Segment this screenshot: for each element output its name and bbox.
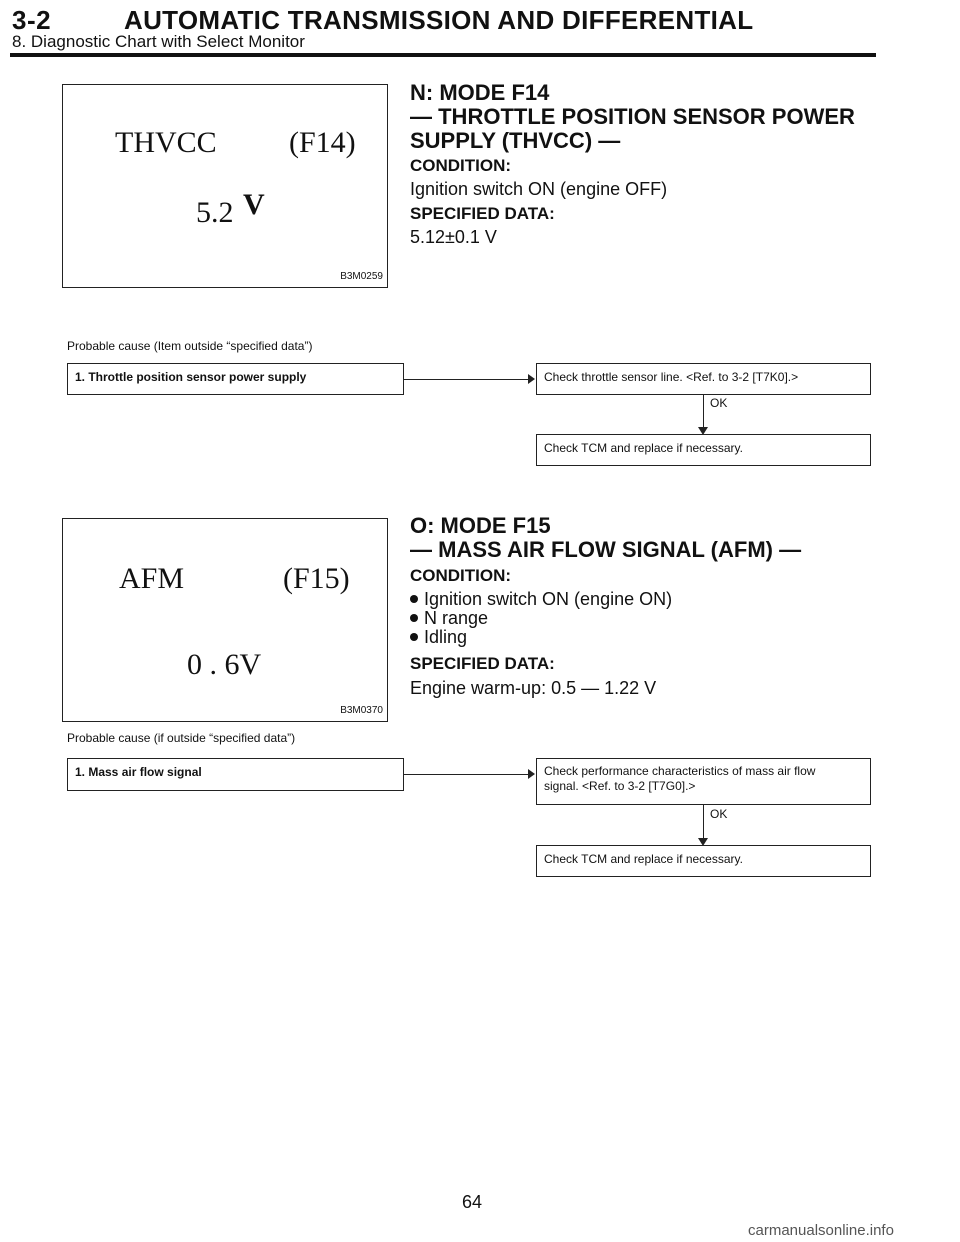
screen-value: 0 . 6V [187,648,262,681]
mode-heading-line3: SUPPLY (THVCC) — [410,128,621,153]
check-line-1: Check performance characteristics of mass air flow [544,764,816,778]
connector-line [404,774,528,775]
page-number: 64 [462,1192,483,1212]
specified-label: SPECIFIED DATA: [410,654,555,673]
mode-heading-line2: — THROTTLE POSITION SENSOR POWER [410,104,855,129]
screen-unit: V [243,188,265,221]
ok-label: OK [710,807,728,821]
screen-mode: (F14) [289,126,356,159]
watermark: carmanualsonline.info [748,1222,894,1239]
specified-value: Engine warm-up: 0.5 — 1.22 V [410,678,657,698]
chapter-subtitle: 8. Diagnostic Chart with Select Monitor [12,32,305,51]
condition-label: CONDITION: [410,156,512,175]
mode-heading-line2: — MASS AIR FLOW SIGNAL (AFM) — [410,537,802,562]
check-box-1: Check throttle sensor line. <Ref. to 3-2 [T7K0].> [536,363,871,395]
connector-line-down [703,395,704,428]
condition-bullet-3: Idling [410,626,467,648]
header-rule [10,53,876,57]
screen-mode: (F15) [283,562,350,595]
section-number: 3-2 [12,5,52,35]
probable-cause-caption: Probable cause (if outside “specified data”) [67,731,296,745]
cause-item-box: 1. Mass air flow signal [67,758,404,791]
figure-caption: B3M0370 [340,705,383,716]
specified-value: 5.12±0.1 V [410,227,497,247]
probable-cause-caption: Probable cause (Item outside “specified data”) [67,339,313,353]
condition-label: CONDITION: [410,566,512,585]
monitor-screen-f14 [62,84,388,288]
arrow-right-icon [528,374,535,384]
mode-heading-line1: O: MODE F15 [410,513,551,538]
screen-value: 5.2 [196,196,234,229]
bullet-icon [410,614,418,622]
screen-label: THVCC [115,126,217,159]
check-box-2: Check TCM and replace if necessary. [536,845,871,877]
cause-item-box: 1. Throttle position sensor power supply [67,363,404,395]
figure-caption: B3M0259 [340,271,383,282]
ok-label: OK [710,396,728,410]
condition-text: Ignition switch ON (engine OFF) [410,179,668,199]
connector-line [404,379,528,380]
bullet-icon [410,633,418,641]
chapter-title: AUTOMATIC TRANSMISSION AND DIFFERENTIAL [124,5,754,35]
condition-bullet-2: N range [410,607,488,629]
bullet-icon [410,595,418,603]
screen-label: AFM [119,562,185,595]
arrow-right-icon [528,769,535,779]
check-box-1 [536,758,871,805]
check-box-2: Check TCM and replace if necessary. [536,434,871,466]
specified-label: SPECIFIED DATA: [410,204,555,223]
mode-heading-line1: N: MODE F14 [410,80,550,105]
check-line-2: signal. <Ref. to 3-2 [T7G0].> [544,779,696,793]
monitor-screen-f15 [62,518,388,722]
condition-bullet-1: Ignition switch ON (engine ON) [410,588,672,610]
connector-line-down [703,805,704,839]
